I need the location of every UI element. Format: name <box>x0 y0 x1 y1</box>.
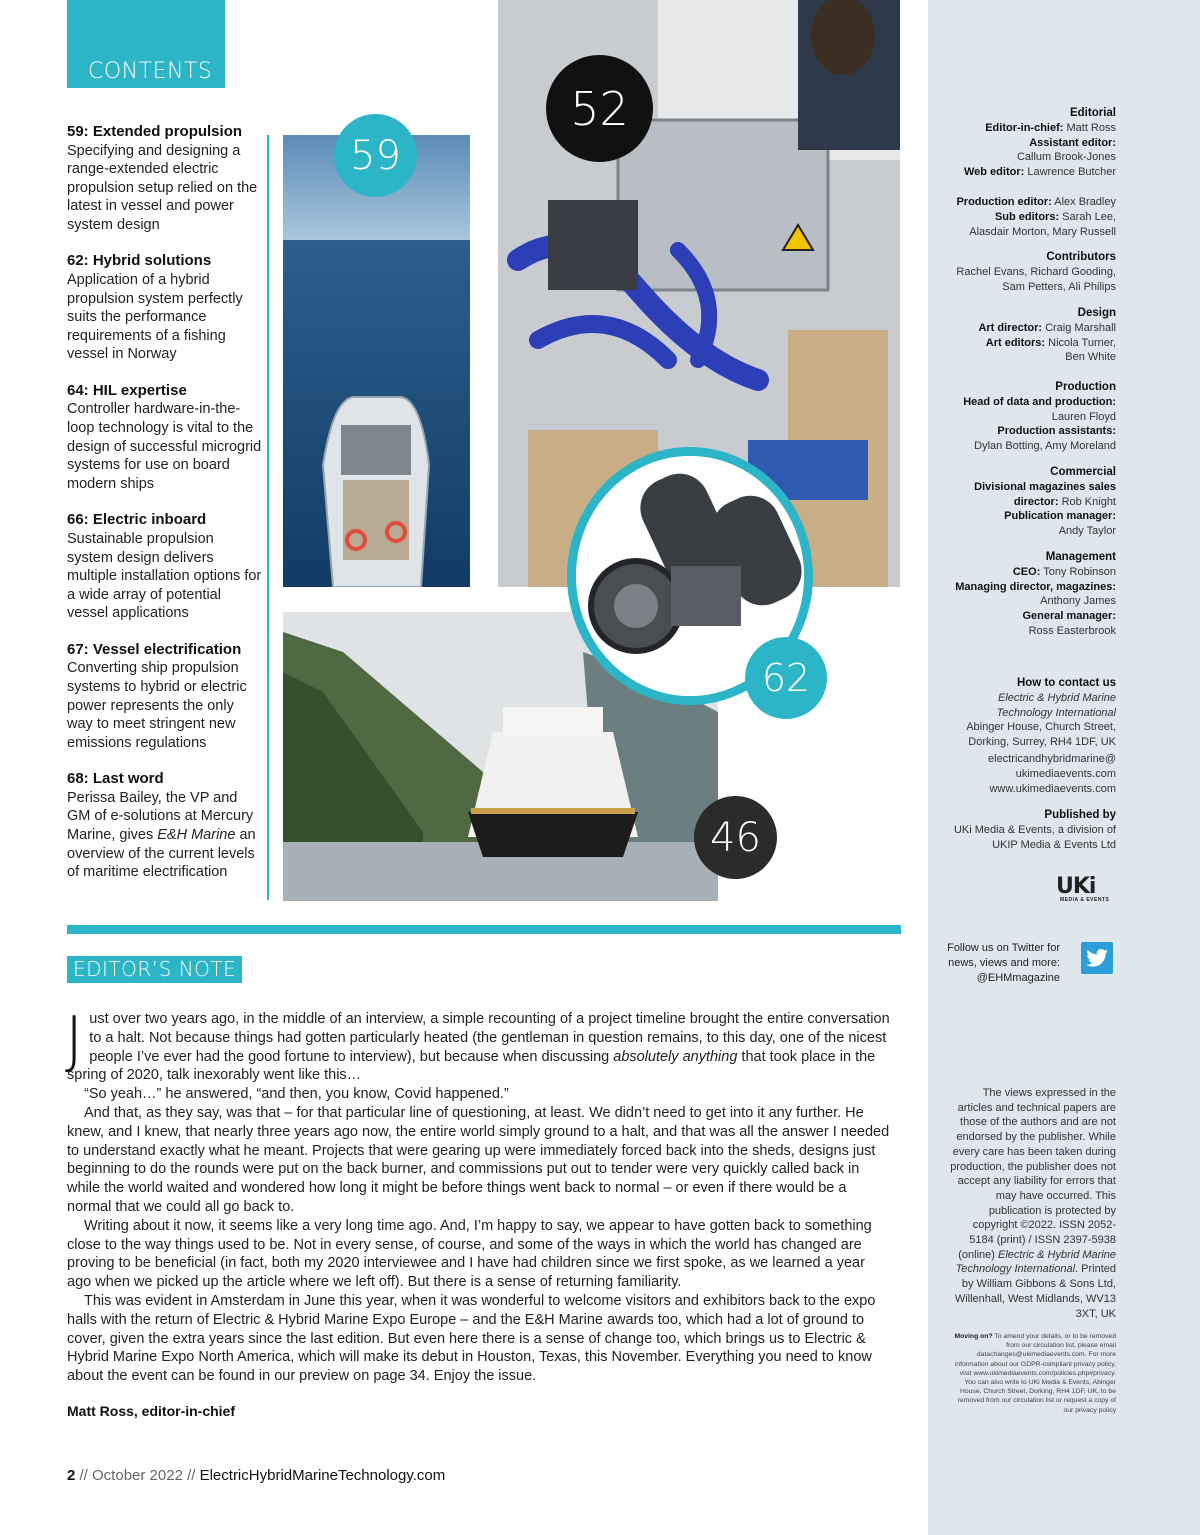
page-badge-59: 59 <box>334 114 417 197</box>
masthead-contributors: Contributors Rachel Evans, Richard Gooding, Sam Petters, Ali Philips <box>956 251 1116 293</box>
footer-website-link[interactable]: ElectricHybridMarineTechnology.com <box>199 1467 446 1484</box>
masthead-heading: Editorial <box>1069 107 1116 119</box>
editors-note-paragraph: “So yeah…” he answered, “and then, you know, Covid happened.” <box>84 1086 509 1103</box>
page-footer: 2 // October 2022 // ElectricHybridMarineTechnology.com <box>67 1467 446 1484</box>
editor-signature: Matt Ross, editor-in-chief <box>67 1403 236 1419</box>
contact-email[interactable]: electricandhybridmarine@ <box>988 752 1116 765</box>
issue-date: October 2022 <box>92 1467 183 1484</box>
masthead-production-editors: Production editor: Alex Bradley Sub editors: Sarah Lee, Alasdair Morton, Mary Russell <box>956 196 1116 238</box>
dropcap: J <box>65 1003 84 1076</box>
moving-notice: Moving on? To amend your details, or to be removed from our circulation list, please email datachanges@ukimediaevents.com. For more information about our GDPR-compliant privacy policy, visit www.ukimediaevents.com/policies.php#privacy. You can also write to UKi Media & Events, Abinger House, Church Street, Dorking, RH4 1DF, UK, to be removed from our circulation list or request a copy of our privacy policy <box>954 1333 1116 1414</box>
masthead-publisher: Published by UKi Media & Events, a division of UKIP Media & Events Ltd <box>953 809 1116 851</box>
editors-note-paragraph: Just over two years ago, in the middle of an interview, a simple recounting of a project timeline brought the entire conversation to a halt. Not because things had gotten particularly heated (the gentleman in question remains, to this day, one of the nicest people I’ve ever had the good fortune to interview), but because when discussing absolutely anything that took place in the spring of 2020, talk inexorably went like this… <box>65 1003 890 1084</box>
masthead-production: Production Head of data and production: Lauren Floyd Production assistants: Dylan Botting, Amy Moreland <box>963 381 1116 453</box>
uki-logo: UKi MEDIA & EVENTS <box>1056 874 1110 903</box>
contents-item[interactable]: 67: Vessel electrification Converting ship propulsion systems to hybrid or electric power represents the only way to meet stringent new emissions regulations <box>67 640 247 751</box>
page-badge-46: 46 <box>694 796 777 879</box>
page-badge-62: 62 <box>745 637 827 719</box>
contact-website[interactable]: www.ukimediaevents.com <box>989 782 1116 795</box>
masthead-editorial: Editorial Editor-in-chief: Matt Ross Assistant editor: Callum Brook-Jones Web editor: Lawrence Butcher <box>926 106 1116 180</box>
contents-item[interactable]: 66: Electric inboard Sustainable propulsion system design delivers multiple installation options for a wide array of potential vessel applications <box>67 511 262 622</box>
disclaimer: The views expressed in the articles and technical papers are those of the authors and are not endorsed by the publisher. While every care has been taken during production, the publisher does not accept any liability for errors that may have occurred. This publication is protected by copyright ©2022. ISSN 2052-5184 (print) / ISSN 2397-5938 (online) Electric & Hybrid Marine Technology International. Printed by William Gibbons & Sons Ltd, Willenhall, West Midlands, WV13 3XT, UK <box>950 1087 1116 1320</box>
masthead-design: Design Art director: Craig Marshall Art editors: Nicola Turner, Ben White <box>978 307 1116 364</box>
page-number: 2 <box>67 1467 76 1484</box>
editors-note-paragraph: Writing about it now, it seems like a very long time ago. And, I’m happy to say, we appear to have gotten back to something close to the way things used to be. Not in every sense, of course, and some of the ways in which the world has changed are proving to be beneficial (in fact, both my 2020 interviewee and I have had children since we first spoke, as we learned a year ago when we picked up the article where we left off). But there is a sense of returning familiarity. <box>67 1217 872 1291</box>
contents-item[interactable]: 64: HIL expertise Controller hardware-in-the-loop technology is vital to the design of successful microgrid systems for use on board modern ships <box>67 381 262 492</box>
masthead-management: Management CEO: Tony Robinson Managing director, magazines: Anthony James General manager: Ross Easterbrook <box>955 551 1116 637</box>
section-divider <box>67 925 901 934</box>
contents-item[interactable]: 68: Last word Perissa Bailey, the VP and GM of e-solutions at Mercury Marine, gives E&H Marine an overview of the current levels of maritime electrification <box>67 770 256 881</box>
contents-item[interactable]: 59: Extended propulsion Specifying and designing a range-extended electric propulsion setup relied on the latest in vessel and power system design <box>67 123 258 233</box>
contents-divider <box>267 135 269 900</box>
editors-note-paragraph: This was evident in Amsterdam in June this year, when it was wonderful to welcome visitors and exhibitors back to the expo halls with the return of Electric & Hybrid Marine Expo Europe – and the E&H Marine awards too, which had a lot of ground to cover, given the extra years since the last edition. But even here there is a sense of change too, which brings us to Electric & Hybrid Marine Expo North America, which will make its debut in Houston, Texas, this November. Everything you need to know about the event can be found in our preview on page 34. Enjoy the issue. <box>67 1292 876 1385</box>
editors-note-header: EDITOR’S NOTE <box>67 956 242 983</box>
page-badge-52: 52 <box>546 55 653 162</box>
yacht-photo[interactable] <box>283 135 470 587</box>
masthead-commercial: Commercial Divisional magazines sales director: Rob Knight Publication manager: Andy Taylor <box>974 466 1116 538</box>
editors-note-body <box>65 1003 891 1386</box>
twitter-handle[interactable]: @EHMmagazine <box>976 971 1060 984</box>
contents-item[interactable]: 62: Hybrid solutions Application of a hybrid propulsion system perfectly suits the performance requirements of a fishing vessel in Norway <box>67 252 243 363</box>
contents-header: CONTENTS <box>67 0 225 88</box>
contents-list <box>67 123 262 900</box>
editors-note-paragraph: And that, as they say, was that – for that particular line of questioning, at least. We didn’t need to get into it any further. He knew, and I knew, that nearly three years ago now, the entire world simply ground to a halt, and that was all the answer I needed to understand exactly what he meant. Projects that were gearing up were immediately forced back into the sheds, designs just beginning to do the rounds were put on the back burner, and commissions put out to tender were very quickly called back in while the world waited and wondered how long it might be before things went back to normal – or even if there would be a normal that we could all go back to. <box>67 1104 890 1215</box>
masthead-contact: How to contact us Electric & Hybrid Marine Technology International Abinger House, Church Street, Dorking, Surrey, RH4 1DF, UK electricandhybridmarine@ ukimediaevents.com www.ukimediaevents.com <box>926 676 1116 796</box>
twitter-icon[interactable] <box>1081 942 1113 974</box>
twitter-follow-text: Follow us on Twitter for news, views and more: @EHMmagazine <box>930 941 1060 985</box>
